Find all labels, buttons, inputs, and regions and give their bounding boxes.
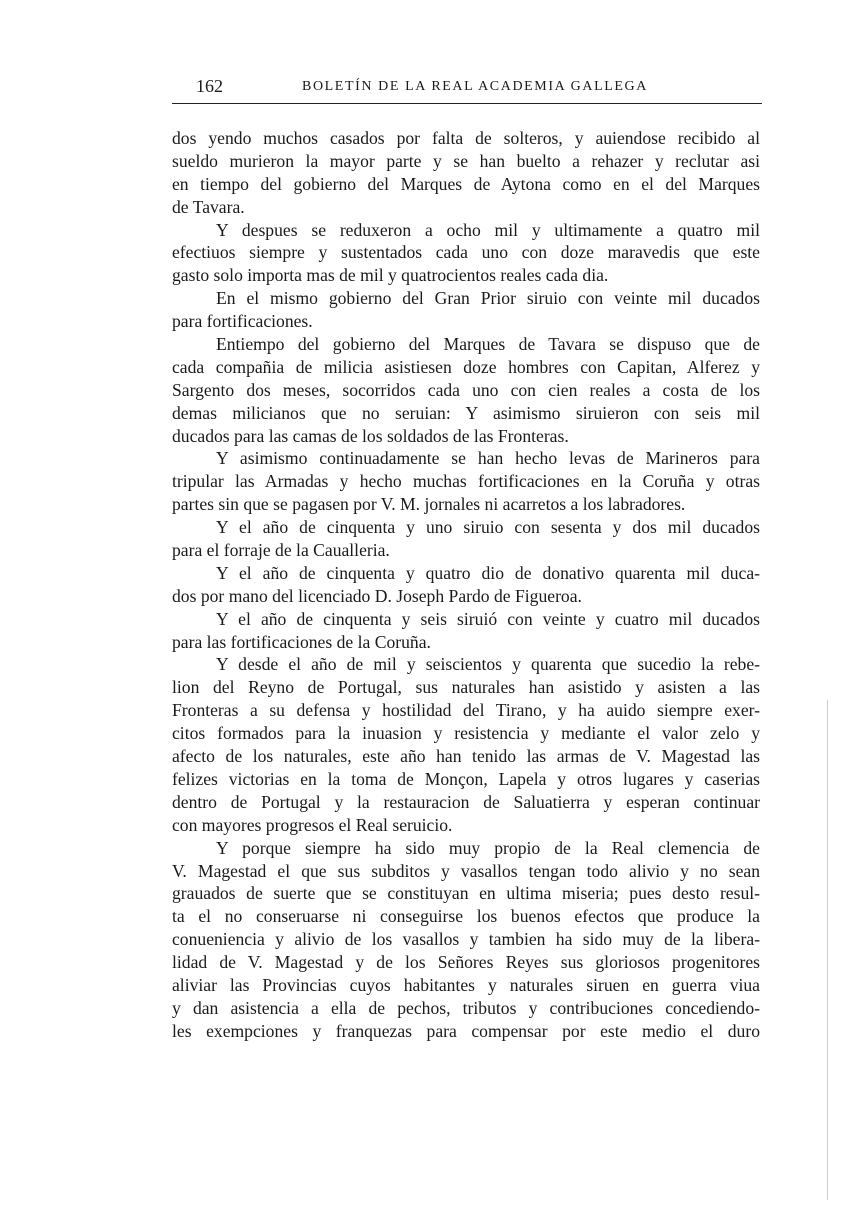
text-line: para fortificaciones.	[172, 311, 313, 332]
scan-edge	[827, 700, 828, 1200]
text-line: cada compañia de milicia asistiesen doze hombres con Capitan, Alferez y	[172, 356, 760, 377]
page-header	[172, 76, 760, 100]
text-line: Y el año de cinquenta y seis siruió con veinte y cuatro mil ducados	[216, 608, 760, 629]
text-line: dos por mano del licenciado D. Joseph Pardo de Figueroa.	[172, 585, 582, 606]
body-text	[172, 127, 760, 1043]
text-line: efectiuos siempre y sustentados cada uno con doze maravedis que este	[172, 242, 760, 263]
text-line: V. Magestad el que sus subditos y vasallos tengan todo alivio y no sean	[172, 860, 760, 881]
text-line: les exempciones y franquezas para compensar por este medio el duro	[172, 1020, 760, 1041]
text-line: Entiempo del gobierno del Marques de Tavara se dispuso que de	[216, 334, 760, 355]
text-line: Y despues se reduxeron a ocho mil y ultimamente a quatro mil	[216, 219, 760, 240]
text-line: dos yendo muchos casados por falta de solteros, y auiendose recibido al	[172, 128, 760, 148]
header-rule	[172, 103, 762, 104]
text-line: ducados para las camas de los soldados de las Fronteras.	[172, 425, 569, 446]
text-line: felizes victorias en la toma de Monçon, Lapela y otros lugares y caserias	[172, 768, 760, 789]
text-line: dentro de Portugal y la restauracion de Saluatierra y esperan continuar	[172, 791, 760, 812]
running-title: BOLETÍN DE LA REAL ACADEMIA GALLEGA	[302, 79, 648, 94]
text-line: tripular las Armadas y hecho muchas fortificaciones en la Coruña y otras	[172, 471, 760, 492]
text-line: citos formados para la inuasion y resistencia y mediante el valor zelo y	[172, 723, 760, 744]
text-line: Y el año de cinquenta y uno siruio con sesenta y dos mil ducados	[216, 517, 760, 538]
text-line: Y porque siempre ha sido muy propio de la Real clemencia de	[216, 837, 760, 858]
text-line: gasto solo importa mas de mil y quatrocientos reales cada dia.	[172, 265, 609, 286]
text-line: demas milicianos que no seruian: Y asimismo siruieron con seis mil	[172, 402, 760, 423]
text-line: Fronteras a su defensa y hostilidad del Tirano, y ha auido siempre exer-	[172, 700, 760, 721]
text-line: lion del Reyno de Portugal, sus naturales han asistido y asisten a las	[172, 677, 760, 698]
text-line: partes sin que se pagasen por V. M. jornales ni acarretos a los labradores.	[172, 494, 686, 515]
text-line: sueldo murieron la mayor parte y se han buelto a rehazer y reclutar asi	[172, 150, 760, 171]
text-line: lidad de V. Magestad y de los Señores Reyes sus gloriosos progenitores	[172, 952, 760, 973]
text-line: afecto de los naturales, este año han tenido las armas de V. Magestad las	[172, 746, 760, 767]
page-number: 162	[196, 76, 223, 96]
text-line: En el mismo gobierno del Gran Prior siruio con veinte mil ducados	[216, 288, 760, 309]
text-line: aliviar las Provincias cuyos habitantes y naturales siruen en guerra viua	[172, 974, 760, 995]
text-line: en tiempo del gobierno del Marques de Aytona como en el del Marques	[172, 173, 760, 194]
text-line: para el forraje de la Caualleria.	[172, 540, 390, 561]
text-line: con mayores progresos el Real seruicio.	[172, 814, 453, 835]
text-line: grauados de suerte que se constituyan en ultima miseria; pues desto resul-	[172, 883, 760, 904]
text-line: de Tavara.	[172, 196, 245, 217]
text-line: Sargento dos meses, socorridos cada uno con cien reales a costa de los	[172, 379, 760, 400]
text-line: ta el no conseruarse ni conseguirse los buenos efectos que produce la	[172, 906, 760, 927]
text-line: Y el año de cinquenta y quatro dio de donativo quarenta mil duca-	[216, 562, 760, 583]
text-line: y dan asistencia a ella de pechos, tributos y contribuciones concediendo-	[172, 997, 760, 1018]
text-line: conueniencia y alivio de los vasallos y tambien ha sido muy de la libera-	[172, 929, 760, 950]
text-line: para las fortificaciones de la Coruña.	[172, 631, 431, 652]
text-line: Y asimismo continuadamente se han hecho levas de Marineros para	[216, 448, 760, 469]
text-line: Y desde el año de mil y seiscientos y quarenta que sucedio la rebe-	[216, 654, 760, 675]
